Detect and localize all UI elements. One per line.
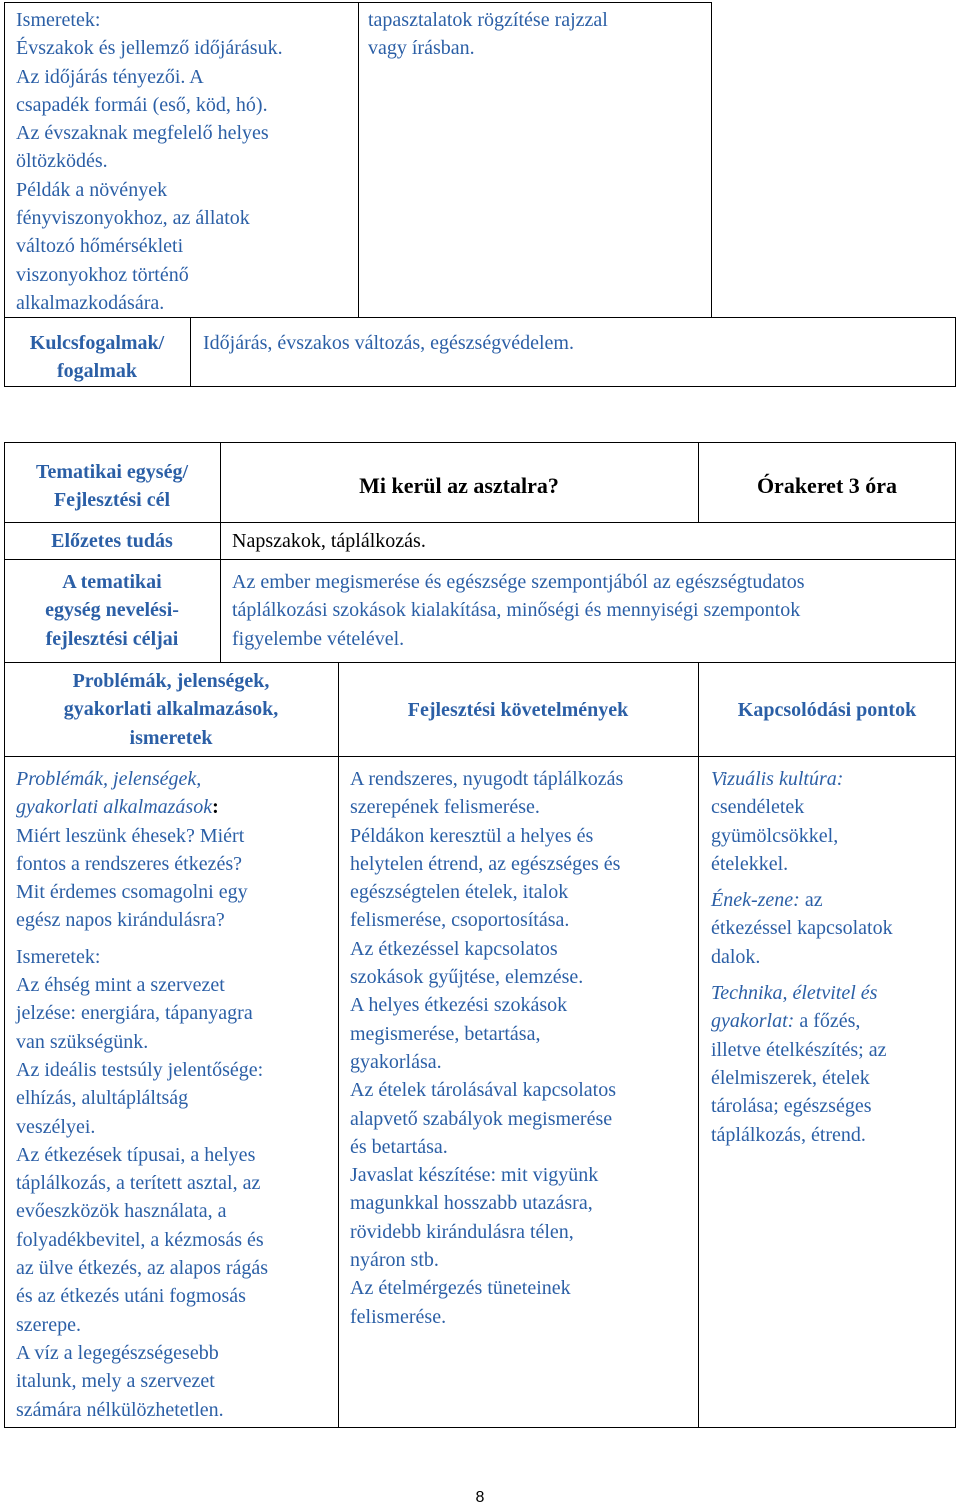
col1-ismeretek-line: Az ideális testsúly jelentősége: xyxy=(16,1058,264,1081)
fejlesztesi-line: és betartása. xyxy=(350,1135,448,1158)
ismeretek-line: csapadék formái (eső, köd, hó). xyxy=(16,93,268,116)
col1-ismeretek-line: az ülve étkezés, az alapos rágás xyxy=(16,1257,269,1280)
vizualis-line: gyümölcsökkel, xyxy=(711,824,839,847)
col1-ismeretek-line: folyadékbevitel, a kézmosás és xyxy=(16,1228,264,1251)
col1-content xyxy=(16,765,336,1424)
col1-ismeretek-line: elhízás, alultápláltság xyxy=(16,1087,189,1110)
elozetes-tudas-label: Előzetes tudás xyxy=(51,530,173,552)
col1-ismeretek-line: italunk, mely a szervezet xyxy=(16,1370,215,1393)
celok-value-line: figyelembe vételével. xyxy=(232,627,405,650)
enek-line: étkezéssel kapcsolatok xyxy=(711,917,893,940)
problemak-heading-text: gyakorlati alkalmazások xyxy=(16,796,213,819)
col-header-problemak-line: ismeretek xyxy=(129,726,213,749)
problemak-line: egész napos kirándulásra? xyxy=(16,909,225,932)
enek-first: az xyxy=(799,889,823,912)
enek-heading: Ének-zene: xyxy=(711,889,800,912)
ismeretek-line: Példák a növények xyxy=(16,178,168,201)
col-header-problemak-line: Problémák, jelenségek, xyxy=(72,670,270,692)
kulcsfogalmak-value: Időjárás, évszakos változás, egészségvédelem. xyxy=(203,332,574,354)
celok-value-line: táplálkozási szokások kialakítása, minőségi és mennyiségi szempontok xyxy=(232,599,801,622)
celok-label-line: egység nevelési- xyxy=(45,599,179,622)
tematikai-egyseg-line: Tematikai egység/ xyxy=(35,461,189,483)
problemak-line: fontos a rendszeres étkezés? xyxy=(16,852,242,875)
enek-line: dalok. xyxy=(711,945,761,968)
celok-value-line: Az ember megismerése és egészsége szempontjából az egészségtudatos xyxy=(232,571,805,593)
ismeretek-heading: Ismeretek: xyxy=(16,9,101,31)
fejlesztesi-line: megismerése, betartása, xyxy=(350,1022,541,1045)
elozetes-tudas-value: Napszakok, táplálkozás. xyxy=(232,530,426,552)
problemak-heading-colon: : xyxy=(212,796,219,819)
col1-ismeretek-line: és az étkezés utáni fogmosás xyxy=(16,1285,246,1308)
kulcsfogalmak-label xyxy=(6,329,188,386)
fejlesztesi-line: helytelen étrend, az egészséges és xyxy=(350,852,621,875)
fejlesztesi-line: Példákon keresztül a helyes és xyxy=(350,824,594,847)
vizualis-heading: Vizuális kultúra: xyxy=(711,768,844,790)
technika-heading-part: gyakorlat: xyxy=(711,1010,795,1033)
technika-heading-line2 xyxy=(711,1007,953,1035)
fejlesztesi-line: felismerése, csoportosítása. xyxy=(350,909,570,932)
ismeretek-line: Az évszaknak megfelelő helyes xyxy=(16,122,269,145)
fejlesztesi-line: A rendszeres, nyugodt táplálkozás xyxy=(350,768,624,790)
enek-heading-line xyxy=(711,886,953,914)
col2-content xyxy=(350,765,696,1331)
tapasztalatok-line: vagy írásban. xyxy=(368,37,475,60)
ismeretek-line: alkalmazkodására. xyxy=(16,291,165,314)
ismeretek-line: változó hőmérsékleti xyxy=(16,235,184,258)
problemak-line: Miért leszünk éhesek? Miért xyxy=(16,824,245,847)
col1-ismeretek-line: Az étkezések típusai, a helyes xyxy=(16,1143,256,1166)
ismeretek-line: Az időjárás tényezői. A xyxy=(16,65,204,88)
celok-label-line: fejlesztési céljai xyxy=(45,627,179,650)
fejlesztesi-line: magunkkal hosszabb utazásra, xyxy=(350,1192,593,1215)
col1-ismeretek-line: evőeszközök használata, a xyxy=(16,1200,227,1223)
col1-ismeretek-line: szerepe. xyxy=(16,1313,81,1336)
celok-value xyxy=(232,568,952,653)
col1-ismeretek-line: táplálkozás, a terített asztal, az xyxy=(16,1172,261,1195)
col3-content xyxy=(711,765,953,1149)
fejlesztesi-line: egészségtelen ételek, italok xyxy=(350,881,569,904)
page-number: 8 xyxy=(475,1489,485,1506)
technika-heading: Technika, életvitel és xyxy=(711,982,878,1005)
technika-first: a főzés, xyxy=(794,1010,861,1033)
col-header-problemak xyxy=(6,667,336,752)
celok-label-line: A tematikai xyxy=(62,571,162,593)
fejlesztesi-line: Az étkezéssel kapcsolatos xyxy=(350,937,558,960)
fejlesztesi-line: Az ételmérgezés tüneteinek xyxy=(350,1277,571,1300)
fejlesztesi-line: szerepének felismerése. xyxy=(350,796,540,819)
col1-ismeretek-line: A víz a legegészségesebb xyxy=(16,1341,219,1364)
ismeretek-line: fényviszonyokhoz, az állatok xyxy=(16,207,250,230)
col-header-problemak-line: gyakorlati alkalmazások, xyxy=(63,698,279,721)
vizualis-line: ételekkel. xyxy=(711,852,789,875)
fejlesztesi-line: rövidebb kirándulásra télen, xyxy=(350,1220,574,1243)
kulcsfogalmak-label-line: Kulcsfogalmak/ xyxy=(29,332,165,354)
celok-label xyxy=(6,568,218,653)
technika-line: élelmiszerek, ételek xyxy=(711,1066,870,1089)
fejlesztesi-line: A helyes étkezési szokások xyxy=(350,994,568,1017)
ismeretek-line: viszonyokhoz történő xyxy=(16,263,189,286)
col1-ismeretek-line: Az éhség mint a szervezet xyxy=(16,974,225,997)
ismeretek-line: Évszakok és jellemző időjárásuk. xyxy=(16,37,283,60)
fejlesztesi-line: Javaslat készítése: mit vigyünk xyxy=(350,1164,599,1187)
problemak-line: Mit érdemes csomagolni egy xyxy=(16,881,248,904)
tapasztalatok-cell xyxy=(368,6,708,63)
tapasztalatok-line: tapasztalatok rögzítése rajzzal xyxy=(368,9,608,31)
ismeretek-line: öltözködés. xyxy=(16,150,108,173)
problemak-heading-line: Problémák, jelenségek, xyxy=(16,768,202,790)
fejlesztesi-line: szokások gyűjtése, elemzése. xyxy=(350,966,584,989)
col-header-fejlesztesi: Fejlesztési követelmények xyxy=(407,699,629,721)
fejlesztesi-line: Az ételek tárolásával kapcsolatos xyxy=(350,1079,616,1102)
col1-ismeretek-heading: Ismeretek: xyxy=(16,945,101,968)
fejlesztesi-line: alapvető szabályok megismerése xyxy=(350,1107,613,1130)
technika-line: tárolása; egészséges xyxy=(711,1095,872,1118)
fejlesztesi-line: felismerése. xyxy=(350,1305,447,1328)
kulcsfogalmak-label-line: fogalmak xyxy=(57,360,137,383)
orakeret: Órakeret 3 óra xyxy=(756,473,898,498)
col1-ismeretek-line: van szükségünk. xyxy=(16,1030,149,1053)
col1-ismeretek-line: veszélyei. xyxy=(16,1115,96,1138)
tematikai-egyseg-line: Fejlesztési cél xyxy=(53,489,171,512)
fejlesztesi-line: gyakorlása. xyxy=(350,1050,442,1073)
problemak-heading-line2 xyxy=(16,793,336,821)
vizualis-line: csendéletek xyxy=(711,796,805,819)
technika-line: táplálkozás, étrend. xyxy=(711,1123,866,1146)
col-header-kapcsolodasi: Kapcsolódási pontok xyxy=(737,699,917,721)
technika-line: illetve ételkészítés; az xyxy=(711,1038,887,1061)
col1-ismeretek-line: jelzése: energiára, tápanyagra xyxy=(16,1002,253,1025)
ismeretek-cell xyxy=(16,6,356,317)
tematikai-egyseg-label xyxy=(6,458,218,515)
fejlesztesi-line: nyáron stb. xyxy=(350,1249,439,1272)
unit-title: Mi kerül az asztalra? xyxy=(359,473,559,498)
col1-ismeretek-line: számára nélkülözhetetlen. xyxy=(16,1398,224,1421)
